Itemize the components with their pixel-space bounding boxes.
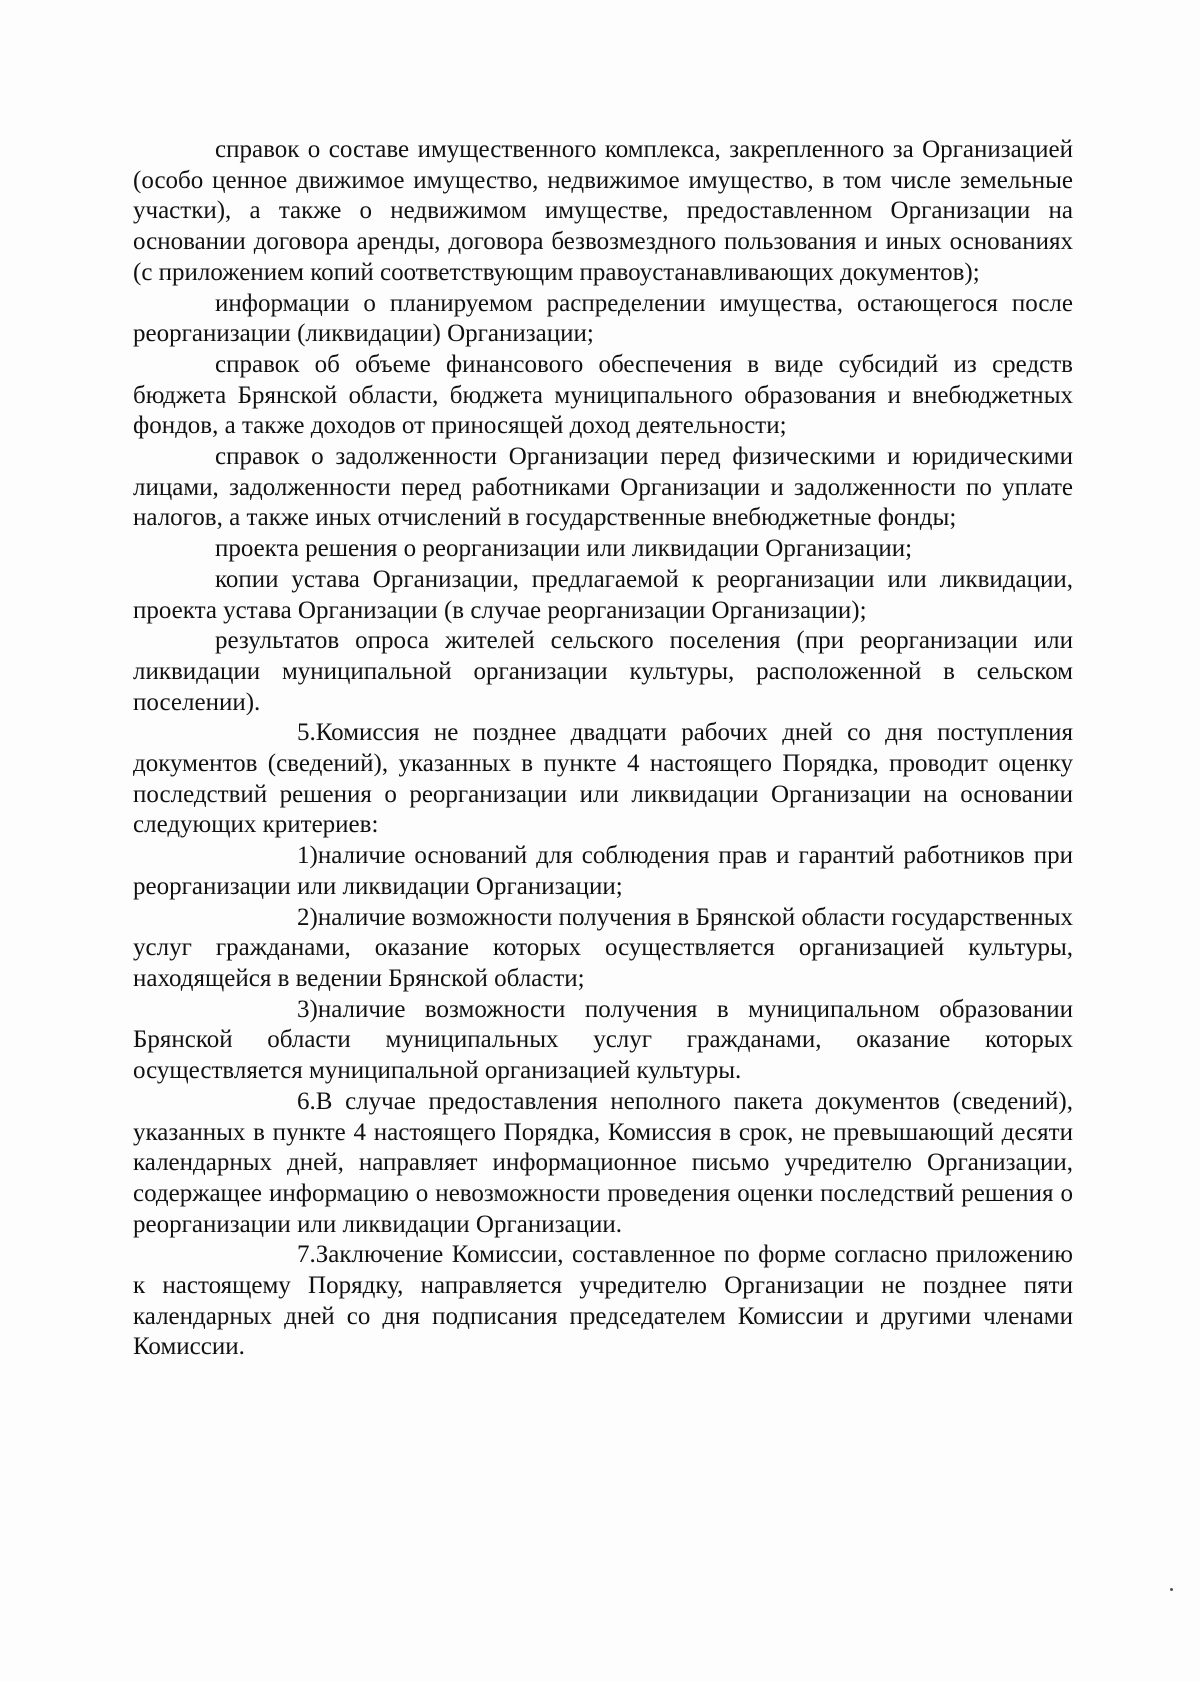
paragraph (133, 289, 1073, 350)
numbered-paragraph (133, 1087, 1073, 1241)
paragraph-number: 5. (297, 719, 316, 747)
paragraph-text: В случае предоставления неполного пакета документов (сведений), указанных в пункте 4 настоящего Порядка, Комиссия в срок, не превышающий десяти календарных дней, направляет информационное письмо учредителю Организации, содержащее информацию о невозможности проведения оценки последствий решения о реорганизации или ликвидации Организации. (133, 1087, 1073, 1238)
paragraph-number: 6. (297, 1087, 316, 1115)
paragraph-text: копии устава Организации, предлагаемой к реорганизации или ликвидации, проекта устава Организации (в случае реорганизации Организации); (133, 565, 1073, 624)
numbered-paragraph (133, 903, 1073, 995)
paragraph-text: наличие возможности получения в Брянской области государственных услуг гражданами, оказание которых осуществляется организацией культуры, находящейся в ведении Брянской области; (133, 903, 1073, 992)
paragraph-text: справок о составе имущественного комплекса, закрепленного за Организацией (особо ценное движимое имущество, недвижимое имущество, в том числе земельные участки), а также о недвижимом имуществе, предоставленном Организации на основании договора аренды, договора безвозмездного пользования и иных основаниях (с приложением копий соответствующим правоустанавливающих документов); (133, 136, 1073, 286)
numbered-paragraph (133, 995, 1073, 1087)
paragraph (133, 534, 1073, 565)
numbered-paragraph (133, 1240, 1073, 1363)
paragraph-number: 3) (297, 995, 318, 1023)
scan-speck (1170, 1588, 1173, 1591)
paragraph-number: 7. (297, 1241, 316, 1269)
paragraph-text: Заключение Комиссии, составленное по форме согласно приложению к настоящему Порядку, направляется учредителю Организации не позднее пяти календарных дней со дня подписания председателем Комиссии и другими членами Комиссии. (133, 1241, 1073, 1361)
paragraph-number: 1) (297, 842, 318, 870)
paragraph-text: Комиссия не позднее двадцати рабочих дней со дня поступления документов (сведений), указанных в пункте 4 настоящего Порядка, проводит оценку последствий решения о реорганизации или ликвидации Организации на основании следующих критериев: (133, 719, 1073, 839)
paragraph-text: наличие оснований для соблюдения прав и гарантий работников при реорганизации или ликвидации Организации; (133, 842, 1073, 900)
paragraph-number: 2) (297, 903, 318, 931)
paragraph-text: справок о задолженности Организации перед физическими и юридическими лицами, задолженности перед работниками Организации и задолженности по уплате налогов, а также иных отчислений в государственные внебюджетные фонды; (133, 443, 1073, 532)
paragraph (133, 135, 1073, 289)
paragraph (133, 350, 1073, 442)
paragraph-text: результатов опроса жителей сельского поселения (при реорганизации или ликвидации муниципальной организации культуры, расположенной в сельском поселении). (133, 627, 1073, 716)
numbered-paragraph (133, 718, 1073, 841)
numbered-paragraph (133, 841, 1073, 902)
paragraph (133, 442, 1073, 534)
paragraph-text: информации о планируемом распределении имущества, остающегося после реорганизации (ликвидации) Организации; (133, 289, 1073, 348)
paragraph (133, 565, 1073, 626)
paragraph-text: наличие возможности получения в муниципальном образовании Брянской области муниципальных услуг гражданами, оказание которых осуществляется муниципальной организацией культуры. (133, 995, 1073, 1085)
paragraph-text: справок об объеме финансового обеспечения в виде субсидий из средств бюджета Брянской области, бюджета муниципального образования и внебюджетных фондов, а также доходов от приносящей доход деятельности; (133, 350, 1073, 440)
paragraph (133, 626, 1073, 718)
paragraph-text: проекта решения о реорганизации или ликвидации Организации; (215, 535, 913, 563)
document-body (133, 135, 1073, 1363)
